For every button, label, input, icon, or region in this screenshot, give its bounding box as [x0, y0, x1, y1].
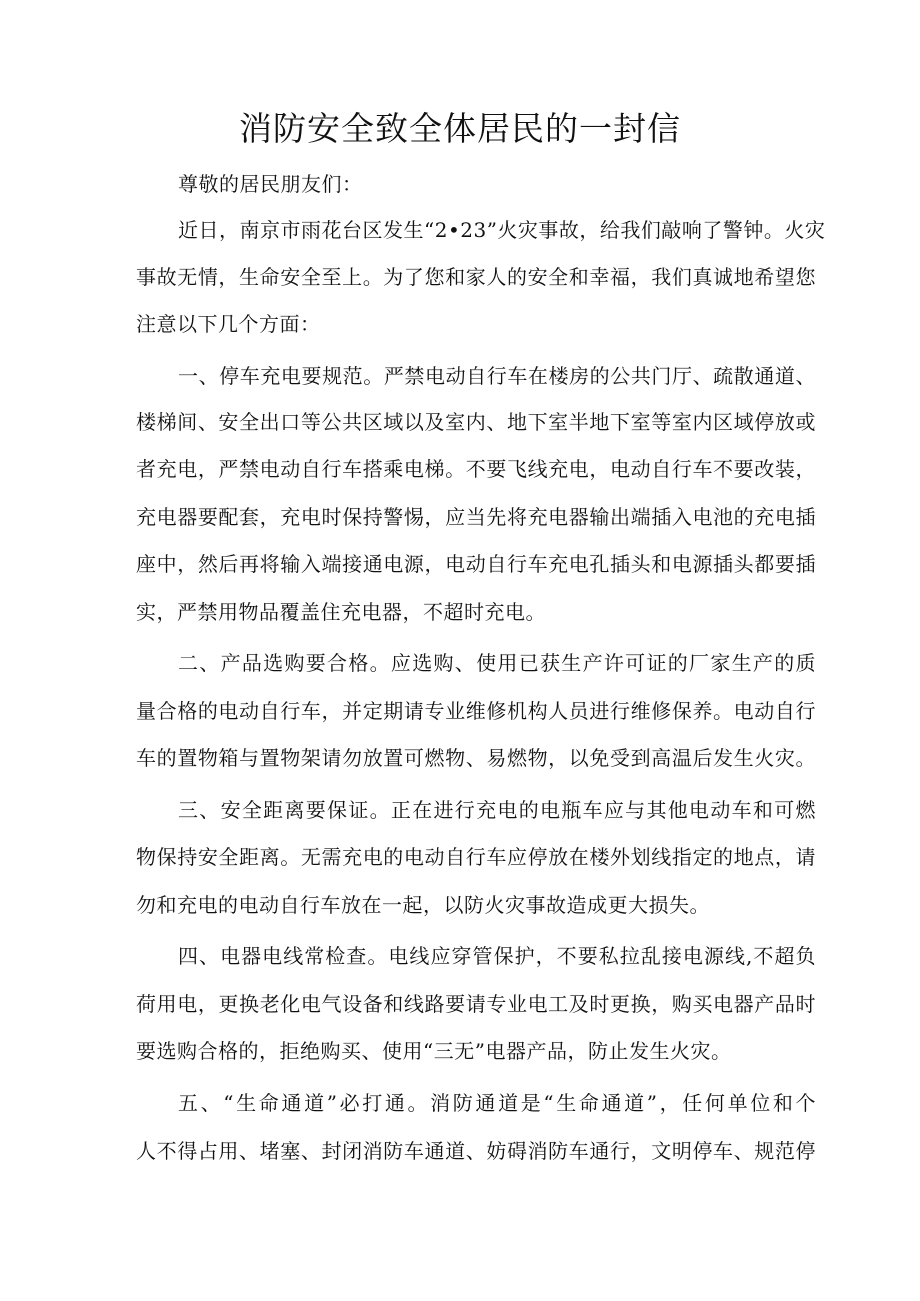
paragraph-line: 事故无情，生命安全至上。为了您和家人的安全和幸福，我们真诚地希望您	[136, 265, 816, 289]
paragraph-line: 量合格的电动自行车，并定期请专业维修机构人员进行维修保养。电动自行	[136, 699, 816, 723]
greeting: 尊敬的居民朋友们：	[178, 172, 363, 196]
paragraph-line: 三、安全距离要保证。正在进行充电的电瓶车应与其他电动车和可燃	[178, 798, 816, 822]
document-title: 消防安全致全体居民的一封信	[239, 109, 681, 148]
paragraph-line: 五、“生命通道”必打通。消防通道是“生命通道”，任何单位和个	[178, 1091, 816, 1115]
paragraph-line: 注意以下几个方面：	[136, 312, 321, 336]
paragraph-line: 勿和充电的电动自行车放在一起，以防火灾事故造成更大损失。	[136, 893, 710, 917]
paragraph-line: 近日，南京市雨花台区发生“2•23”火灾事故，给我们敲响了警钟。火灾	[178, 218, 826, 242]
paragraph-line: 物保持安全距离。无需充电的电动自行车应停放在楼外划线指定的地点，请	[136, 845, 816, 869]
paragraph-line: 车的置物箱与置物架请勿放置可燃物、易燃物，以免受到高温后发生火灾。	[136, 746, 816, 770]
paragraph-line: 充电器要配套，充电时保持警惕，应当先将充电器输出端插入电池的充电插	[136, 505, 816, 529]
paragraph-line: 一、停车充电要规范。严禁电动自行车在楼房的公共门厅、疏散通道、	[178, 364, 816, 388]
paragraph-line: 人不得占用、堵塞、封闭消防车通道、妨碍消防车通行，文明停车、规范停	[136, 1139, 816, 1163]
paragraph-line: 荷用电，更换老化电气设备和线路要请专业电工及时更换，购买电器产品时	[136, 992, 816, 1016]
paragraph-line: 实，严禁用物品覆盖住充电器，不超时充电。	[136, 600, 546, 624]
paragraph-line: 者充电，严禁电动自行车搭乘电梯。不要飞线充电，电动自行车不要改装，	[136, 457, 816, 481]
paragraph-line: 座中，然后再将输入端接通电源，电动自行车充电孔插头和电源插头都要插	[136, 552, 816, 576]
paragraph-line: 四、电器电线常检查。电线应穿管保护，不要私拉乱接电源线,不超负	[178, 944, 816, 968]
paragraph-line: 二、产品选购要合格。应选购、使用已获生产许可证的厂家生产的质	[178, 651, 816, 675]
paragraph-line: 要选购合格的，拒绝购买、使用“三无”电器产品，防止发生火灾。	[136, 1039, 732, 1063]
paragraph-line: 楼梯间、安全出口等公共区域以及室内、地下室半地下室等室内区域停放或	[136, 410, 816, 434]
